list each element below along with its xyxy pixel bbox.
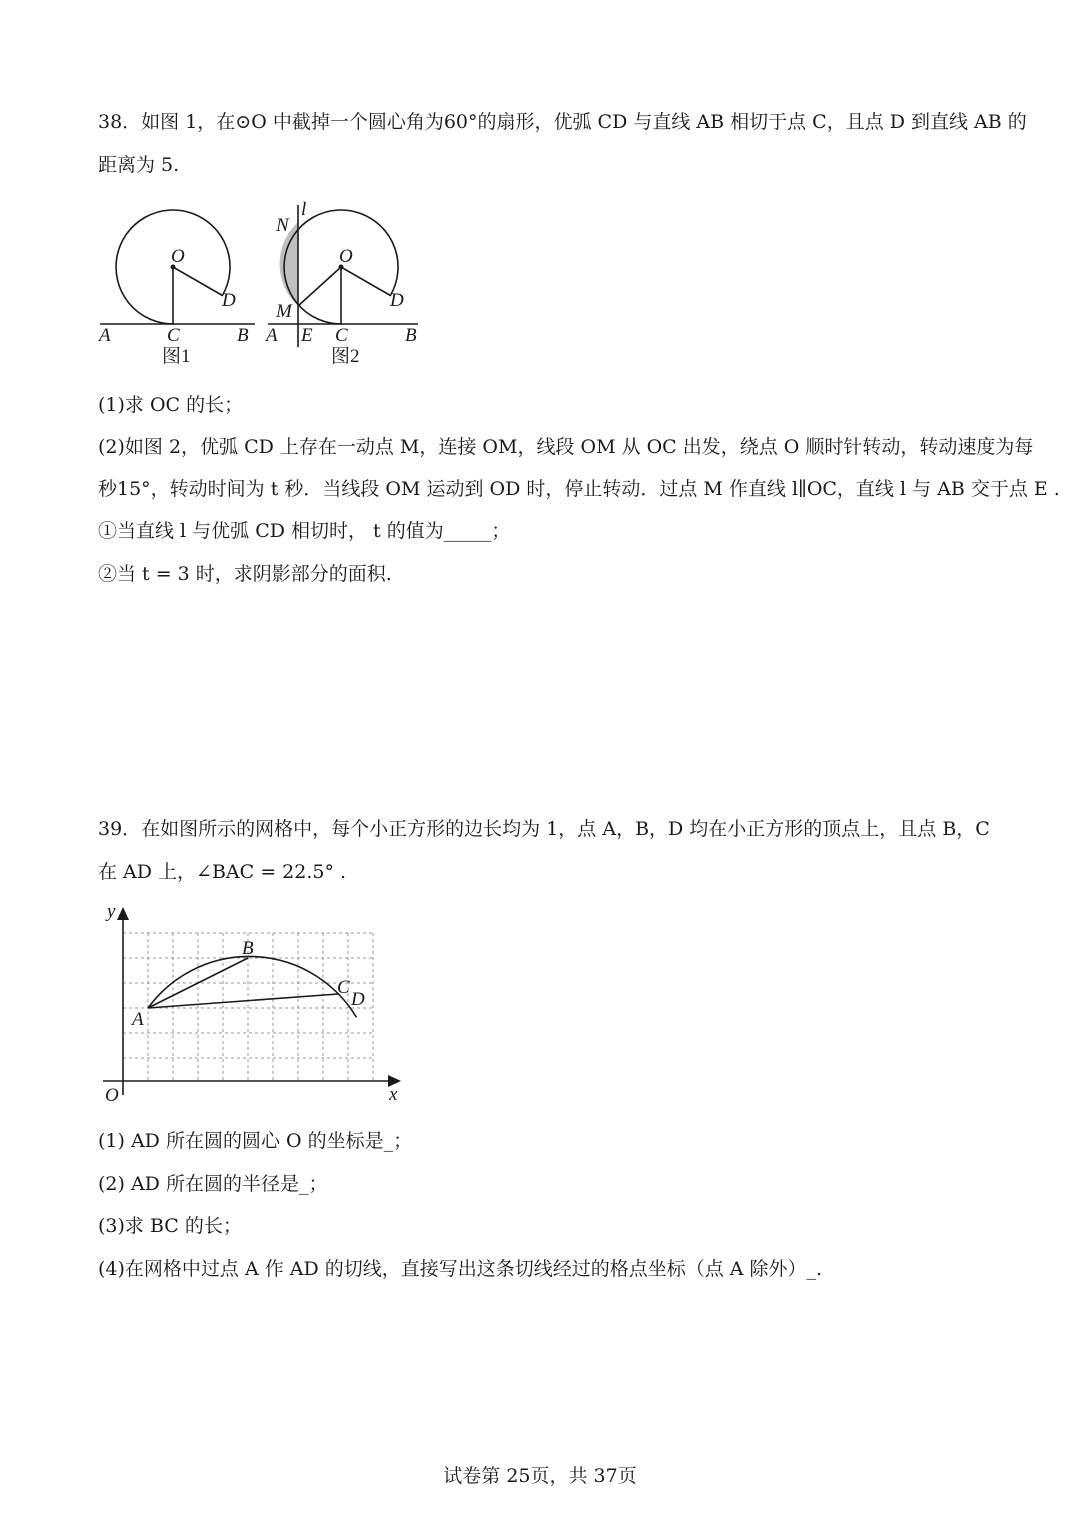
- q38-part-2a: (2)如图 2，优弧 CD 上存在一动点 M，连接 OM，线段 OM 从 OC 出发，绕点 O 顺时针转动，转动速度为每: [98, 436, 1034, 458]
- fig2-label-b: B: [405, 325, 417, 346]
- q39-part-3: (3)求 BC 的长；: [98, 1215, 242, 1237]
- segment-ac: [148, 994, 338, 1008]
- fig2-label-o: O: [339, 246, 353, 267]
- fig1-label-d: D: [222, 290, 236, 311]
- fig2-label-e: E: [301, 325, 313, 346]
- y-axis-arrow: [117, 907, 129, 920]
- q39-line-2: 在 AD 上，∠BAC = 22.5° .: [98, 861, 347, 883]
- fig2-caption: 图2: [331, 346, 360, 367]
- q38-figure-2: [260, 195, 430, 370]
- fig1-label-b: B: [237, 325, 249, 346]
- q38-part-2c: ①当直线 l 与优弧 CD 相切时， t 的值为_____；: [98, 520, 511, 542]
- fig2-label-m: M: [276, 301, 292, 322]
- q39-part-1: (1) AD 所在圆的圆心 O 的坐标是_；: [98, 1130, 413, 1152]
- fig1-caption: 图1: [162, 346, 191, 367]
- fig1-label-c: C: [167, 325, 180, 346]
- fig2-label-c: C: [335, 325, 348, 346]
- label-x: x: [389, 1084, 398, 1105]
- label-origin: O: [105, 1085, 119, 1106]
- label-y: y: [107, 901, 116, 922]
- label-a: A: [132, 1009, 144, 1030]
- fig2-label-n: N: [276, 215, 289, 236]
- q39-grid-figure: [95, 895, 415, 1110]
- page-footer: 试卷第 25页，共 37页: [443, 1465, 637, 1487]
- q39-part-2: (2) AD 所在圆的半径是_；: [98, 1173, 328, 1195]
- q38-line-1: 38．如图 1，在⊙O 中截掉一个圆心角为60°的扇形，优弧 CD 与直线 AB 相切于点 C，且点 D 到直线 AB 的: [98, 111, 1027, 133]
- fig2-label-l: l: [301, 199, 307, 220]
- q39-line-1: 39．在如图所示的网格中，每个小正方形的边长均为 1，点 A，B，D 均在小正方形的顶点上，且点 B，C: [98, 818, 990, 840]
- fig2-label-d: D: [390, 290, 404, 311]
- q38-part-1: (1)求 OC 的长；: [98, 394, 244, 416]
- fig2-label-a: A: [266, 325, 278, 346]
- fig2-segment-om: [298, 267, 341, 306]
- q38-figure-1: [95, 200, 265, 370]
- fig1-label-o: O: [171, 246, 185, 267]
- label-b: B: [242, 938, 254, 959]
- label-d: D: [351, 989, 365, 1010]
- q38-part-2b: 秒15°，转动时间为 t 秒．当线段 OM 运动到 OD 时，停止转动．过点 M 作直线 l∥OC，直线 l 与 AB 交于点 E .: [98, 478, 1060, 500]
- q38-line-2: 距离为 5.: [98, 154, 180, 176]
- q38-part-2d: ②当 t = 3 时，求阴影部分的面积.: [98, 563, 392, 585]
- fig1-label-a: A: [99, 325, 111, 346]
- q39-part-4: (4)在网格中过点 A 作 AD 的切线，直接写出这条切线经过的格点坐标（点 A 除外）_.: [98, 1258, 823, 1280]
- label-c: C: [337, 977, 350, 998]
